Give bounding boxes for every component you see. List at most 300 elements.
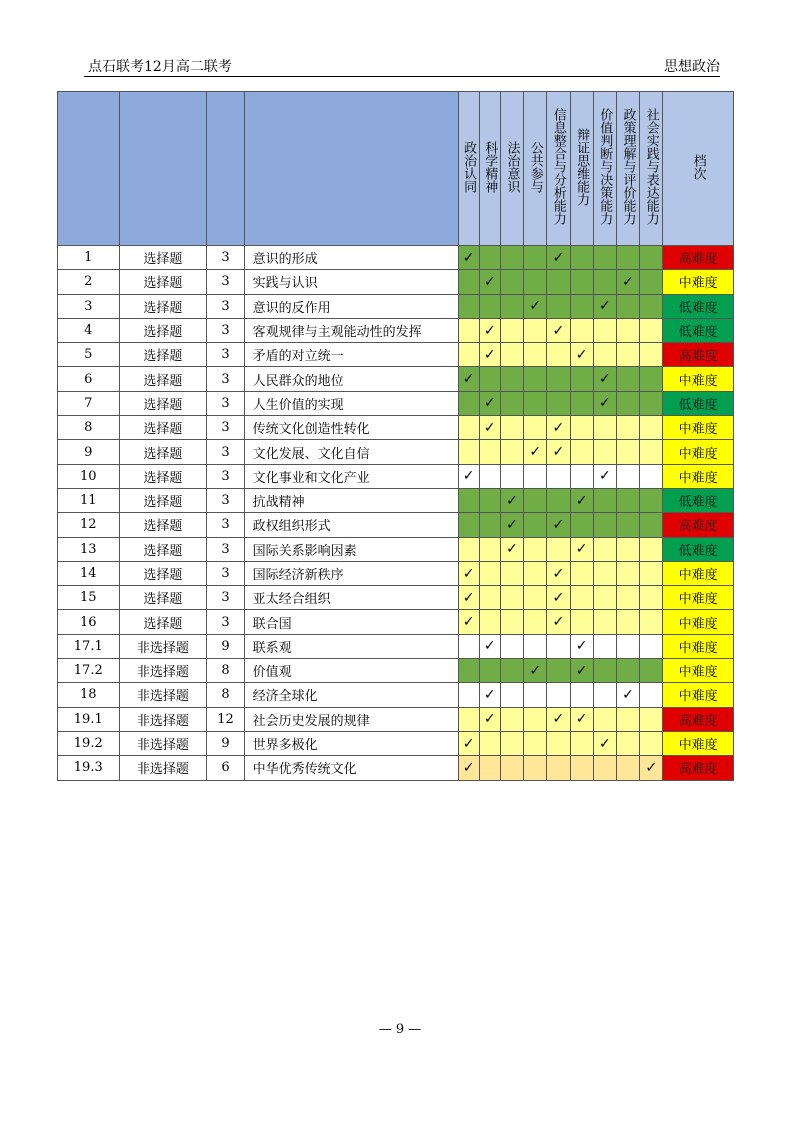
question-score: 3 (207, 246, 244, 270)
question-topic: 文化发展、文化自信 (244, 440, 458, 464)
competency-cell (593, 294, 616, 318)
question-type: 选择题 (119, 343, 207, 367)
table-row (58, 756, 734, 780)
question-type: 选择题 (119, 416, 207, 440)
competency-cell (570, 464, 593, 488)
competency-cell (458, 270, 479, 294)
question-type: 选择题 (119, 610, 207, 634)
difficulty-level: 低难度 (663, 391, 734, 415)
question-type: 选择题 (119, 367, 207, 391)
competency-cell (547, 391, 570, 415)
competency-cell (458, 391, 479, 415)
check-icon: ✓ (462, 614, 475, 631)
question-type: 选择题 (119, 464, 207, 488)
check-icon: ✓ (552, 249, 565, 266)
question-score: 3 (207, 416, 244, 440)
competency-cell (547, 270, 570, 294)
table-row (58, 634, 734, 658)
question-score: 3 (207, 561, 244, 585)
competency-cell (640, 416, 663, 440)
question-topic: 意识的形成 (244, 246, 458, 270)
competency-cell (479, 343, 500, 367)
competency-cell (500, 416, 523, 440)
header-comp-3: 公共参与 (524, 92, 547, 246)
competency-cell (593, 367, 616, 391)
check-icon: ✓ (552, 614, 565, 631)
competency-cell (616, 707, 639, 731)
competency-cell (640, 610, 663, 634)
check-icon: ✓ (483, 273, 496, 290)
competency-cell (458, 586, 479, 610)
question-type: 非选择题 (119, 634, 207, 658)
competency-cell (500, 683, 523, 707)
question-topic: 抗战精神 (244, 488, 458, 512)
check-icon: ✓ (462, 589, 475, 606)
competency-cell (640, 391, 663, 415)
check-icon: ✓ (575, 711, 588, 728)
question-type: 非选择题 (119, 731, 207, 755)
competency-cell (547, 707, 570, 731)
header-subject: 思想政治 (664, 59, 720, 75)
competency-cell (479, 634, 500, 658)
header-comp-0: 政治认同 (458, 92, 479, 246)
difficulty-level: 中难度 (663, 367, 734, 391)
competency-cell (500, 488, 523, 512)
competency-cell (500, 246, 523, 270)
competency-cell (593, 391, 616, 415)
competency-cell (616, 416, 639, 440)
check-icon: ✓ (552, 444, 565, 461)
question-number: 16 (58, 610, 120, 634)
competency-cell (570, 246, 593, 270)
question-analysis-table (57, 91, 734, 781)
question-topic: 客观规律与主观能动性的发挥 (244, 318, 458, 342)
difficulty-level: 中难度 (663, 659, 734, 683)
check-icon: ✓ (552, 589, 565, 606)
table-row (58, 246, 734, 270)
question-number: 11 (58, 488, 120, 512)
question-number: 1 (58, 246, 120, 270)
competency-cell (593, 343, 616, 367)
competency-cell (616, 561, 639, 585)
competency-cell (458, 464, 479, 488)
competency-cell (547, 488, 570, 512)
competency-cell (500, 464, 523, 488)
header-comp-5: 辩证思维能力 (570, 92, 593, 246)
competency-cell (593, 610, 616, 634)
difficulty-level: 中难度 (663, 440, 734, 464)
competency-cell (570, 440, 593, 464)
table-row (58, 561, 734, 585)
table-row (58, 488, 734, 512)
table-header-row (58, 92, 734, 246)
competency-cell (616, 731, 639, 755)
check-icon: ✓ (575, 492, 588, 509)
check-icon: ✓ (506, 516, 518, 533)
question-number: 15 (58, 586, 120, 610)
competency-cell (547, 464, 570, 488)
competency-cell (570, 586, 593, 610)
question-topic: 实践与认识 (244, 270, 458, 294)
question-score: 3 (207, 610, 244, 634)
question-topic: 矛盾的对立统一 (244, 343, 458, 367)
competency-cell (458, 318, 479, 342)
competency-cell (593, 488, 616, 512)
question-type: 选择题 (119, 561, 207, 585)
check-icon: ✓ (483, 322, 496, 339)
competency-cell (593, 756, 616, 780)
header-comp-6: 价值判断与决策能力 (593, 92, 616, 246)
competency-cell (570, 683, 593, 707)
competency-cell (479, 659, 500, 683)
check-icon: ✓ (622, 686, 634, 703)
competency-cell (547, 416, 570, 440)
table-row (58, 464, 734, 488)
competency-cell (524, 561, 547, 585)
table-row (58, 367, 734, 391)
check-icon: ✓ (598, 298, 611, 315)
question-topic: 中华优秀传统文化 (244, 756, 458, 780)
question-score: 12 (207, 707, 244, 731)
question-type: 非选择题 (119, 659, 207, 683)
competency-cell (593, 318, 616, 342)
question-score: 9 (207, 634, 244, 658)
check-icon: ✓ (506, 492, 518, 509)
check-icon: ✓ (483, 346, 496, 363)
competency-cell (547, 318, 570, 342)
competency-cell (570, 367, 593, 391)
competency-cell (479, 561, 500, 585)
question-number: 12 (58, 513, 120, 537)
competency-cell (479, 586, 500, 610)
competency-cell (524, 294, 547, 318)
competency-cell (524, 707, 547, 731)
competency-cell (570, 318, 593, 342)
competency-cell (524, 367, 547, 391)
competency-cell (547, 246, 570, 270)
competency-cell (458, 537, 479, 561)
competency-cell (593, 246, 616, 270)
competency-cell (547, 561, 570, 585)
competency-cell (593, 586, 616, 610)
competency-cell (458, 440, 479, 464)
question-score: 3 (207, 318, 244, 342)
question-number: 4 (58, 318, 120, 342)
question-type: 非选择题 (119, 683, 207, 707)
question-number: 5 (58, 343, 120, 367)
difficulty-level: 低难度 (663, 537, 734, 561)
header-comp-8: 社会实践与表达能力 (640, 92, 663, 246)
question-topic: 社会历史发展的规律 (244, 707, 458, 731)
competency-cell (458, 561, 479, 585)
competency-cell (570, 731, 593, 755)
difficulty-level: 低难度 (663, 488, 734, 512)
header-divider (84, 76, 720, 77)
page-number: — 9 — (378, 1022, 422, 1037)
competency-cell (524, 756, 547, 780)
question-topic: 政权组织形式 (244, 513, 458, 537)
question-number: 18 (58, 683, 120, 707)
table-row (58, 318, 734, 342)
competency-cell (640, 731, 663, 755)
competency-cell (500, 707, 523, 731)
competency-cell (593, 683, 616, 707)
header-level: 档次 (663, 92, 734, 246)
competency-cell (570, 391, 593, 415)
question-topic: 联系观 (244, 634, 458, 658)
competency-cell (524, 683, 547, 707)
competency-cell (616, 586, 639, 610)
competency-cell (593, 537, 616, 561)
question-topic: 人民群众的地位 (244, 367, 458, 391)
competency-cell (458, 367, 479, 391)
competency-cell (570, 610, 593, 634)
competency-cell (616, 683, 639, 707)
competency-cell (500, 440, 523, 464)
competency-cell (458, 610, 479, 634)
competency-cell (479, 270, 500, 294)
difficulty-level: 中难度 (663, 270, 734, 294)
competency-cell (500, 610, 523, 634)
competency-cell (640, 659, 663, 683)
check-icon: ✓ (552, 322, 565, 339)
competency-cell (547, 731, 570, 755)
competency-cell (500, 659, 523, 683)
check-icon: ✓ (529, 444, 542, 461)
competency-cell (640, 318, 663, 342)
difficulty-level: 高难度 (663, 246, 734, 270)
competency-cell (524, 537, 547, 561)
question-number: 7 (58, 391, 120, 415)
competency-cell (547, 610, 570, 634)
competency-cell (524, 634, 547, 658)
table-row (58, 343, 734, 367)
difficulty-level: 低难度 (663, 318, 734, 342)
competency-cell (616, 270, 639, 294)
competency-cell (640, 367, 663, 391)
competency-cell (500, 318, 523, 342)
competency-cell (547, 294, 570, 318)
competency-cell (479, 464, 500, 488)
competency-cell (593, 440, 616, 464)
question-number: 6 (58, 367, 120, 391)
question-score: 3 (207, 464, 244, 488)
competency-cell (616, 537, 639, 561)
competency-cell (616, 513, 639, 537)
competency-cell (640, 343, 663, 367)
question-number: 13 (58, 537, 120, 561)
competency-cell (458, 513, 479, 537)
question-score: 3 (207, 294, 244, 318)
competency-cell (458, 756, 479, 780)
question-score: 3 (207, 270, 244, 294)
check-icon: ✓ (462, 371, 475, 388)
question-topic: 文化事业和文化产业 (244, 464, 458, 488)
competency-cell (547, 343, 570, 367)
table-row (58, 537, 734, 561)
question-topic: 亚太经合组织 (244, 586, 458, 610)
question-type: 选择题 (119, 440, 207, 464)
competency-cell (616, 464, 639, 488)
competency-cell (640, 270, 663, 294)
question-type: 选择题 (119, 294, 207, 318)
competency-cell (640, 756, 663, 780)
competency-cell (479, 440, 500, 464)
difficulty-level: 高难度 (663, 513, 734, 537)
competency-cell (616, 634, 639, 658)
competency-cell (524, 318, 547, 342)
check-icon: ✓ (462, 468, 475, 485)
competency-cell (593, 561, 616, 585)
question-score: 9 (207, 731, 244, 755)
competency-cell (570, 416, 593, 440)
competency-cell (458, 707, 479, 731)
question-number: 8 (58, 416, 120, 440)
question-score: 3 (207, 391, 244, 415)
check-icon: ✓ (598, 468, 611, 485)
difficulty-level: 高难度 (663, 343, 734, 367)
table-row (58, 294, 734, 318)
competency-cell (616, 294, 639, 318)
competency-cell (458, 246, 479, 270)
competency-cell (547, 367, 570, 391)
competency-cell (616, 367, 639, 391)
check-icon: ✓ (575, 662, 588, 679)
check-icon: ✓ (645, 759, 658, 776)
question-type: 非选择题 (119, 756, 207, 780)
difficulty-level: 高难度 (663, 756, 734, 780)
competency-cell (640, 294, 663, 318)
competency-cell (524, 464, 547, 488)
competency-cell (524, 513, 547, 537)
competency-cell (500, 343, 523, 367)
question-topic: 经济全球化 (244, 683, 458, 707)
competency-cell (458, 294, 479, 318)
question-number: 17.1 (58, 634, 120, 658)
competency-cell (479, 294, 500, 318)
competency-cell (500, 537, 523, 561)
competency-cell (524, 416, 547, 440)
competency-cell (640, 537, 663, 561)
check-icon: ✓ (575, 541, 588, 558)
competency-cell (458, 488, 479, 512)
check-icon: ✓ (462, 759, 475, 776)
competency-cell (524, 440, 547, 464)
question-type: 选择题 (119, 586, 207, 610)
competency-cell (570, 343, 593, 367)
competency-cell (524, 610, 547, 634)
competency-cell (547, 440, 570, 464)
competency-cell (616, 246, 639, 270)
question-score: 3 (207, 513, 244, 537)
table-row (58, 586, 734, 610)
check-icon: ✓ (552, 419, 565, 436)
competency-cell (640, 440, 663, 464)
question-number: 14 (58, 561, 120, 585)
check-icon: ✓ (483, 686, 496, 703)
competency-cell (593, 659, 616, 683)
competency-cell (500, 270, 523, 294)
competency-cell (640, 561, 663, 585)
competency-cell (640, 707, 663, 731)
question-topic: 意识的反作用 (244, 294, 458, 318)
competency-cell (524, 731, 547, 755)
table-body (58, 246, 734, 781)
competency-cell (570, 561, 593, 585)
header-comp-1: 科学精神 (479, 92, 500, 246)
competency-cell (500, 561, 523, 585)
check-icon: ✓ (506, 541, 518, 558)
difficulty-level: 中难度 (663, 416, 734, 440)
question-type: 选择题 (119, 246, 207, 270)
header-blank-cell (207, 92, 244, 246)
check-icon: ✓ (552, 711, 565, 728)
competency-cell (524, 246, 547, 270)
check-icon: ✓ (529, 662, 542, 679)
competency-cell (640, 683, 663, 707)
competency-cell (479, 537, 500, 561)
competency-cell (570, 659, 593, 683)
competency-cell (547, 683, 570, 707)
check-icon: ✓ (483, 711, 496, 728)
competency-cell (524, 343, 547, 367)
check-icon: ✓ (483, 638, 496, 655)
header-blank-cell (58, 92, 120, 246)
table-row (58, 391, 734, 415)
question-topic: 人生价值的实现 (244, 391, 458, 415)
difficulty-level: 中难度 (663, 683, 734, 707)
check-icon: ✓ (529, 298, 542, 315)
question-score: 8 (207, 659, 244, 683)
competency-cell (458, 634, 479, 658)
table-row (58, 270, 734, 294)
table-row (58, 610, 734, 634)
question-number: 19.2 (58, 731, 120, 755)
question-number: 2 (58, 270, 120, 294)
competency-cell (458, 416, 479, 440)
question-score: 8 (207, 683, 244, 707)
competency-cell (500, 731, 523, 755)
difficulty-level: 中难度 (663, 586, 734, 610)
competency-cell (570, 756, 593, 780)
competency-cell (479, 731, 500, 755)
competency-cell (616, 756, 639, 780)
competency-cell (640, 513, 663, 537)
check-icon: ✓ (575, 346, 588, 363)
difficulty-level: 中难度 (663, 634, 734, 658)
check-icon: ✓ (462, 565, 475, 582)
question-topic: 国际经济新秩序 (244, 561, 458, 585)
question-score: 3 (207, 586, 244, 610)
competency-cell (593, 634, 616, 658)
competency-cell (547, 537, 570, 561)
competency-cell (593, 270, 616, 294)
question-type: 选择题 (119, 513, 207, 537)
check-icon: ✓ (483, 419, 496, 436)
check-icon: ✓ (552, 565, 565, 582)
competency-cell (593, 731, 616, 755)
competency-cell (479, 318, 500, 342)
competency-cell (500, 367, 523, 391)
question-type: 选择题 (119, 318, 207, 342)
question-topic: 世界多极化 (244, 731, 458, 755)
competency-cell (593, 416, 616, 440)
question-type: 选择题 (119, 270, 207, 294)
competency-cell (640, 634, 663, 658)
difficulty-level: 中难度 (663, 464, 734, 488)
competency-cell (500, 513, 523, 537)
question-number: 9 (58, 440, 120, 464)
